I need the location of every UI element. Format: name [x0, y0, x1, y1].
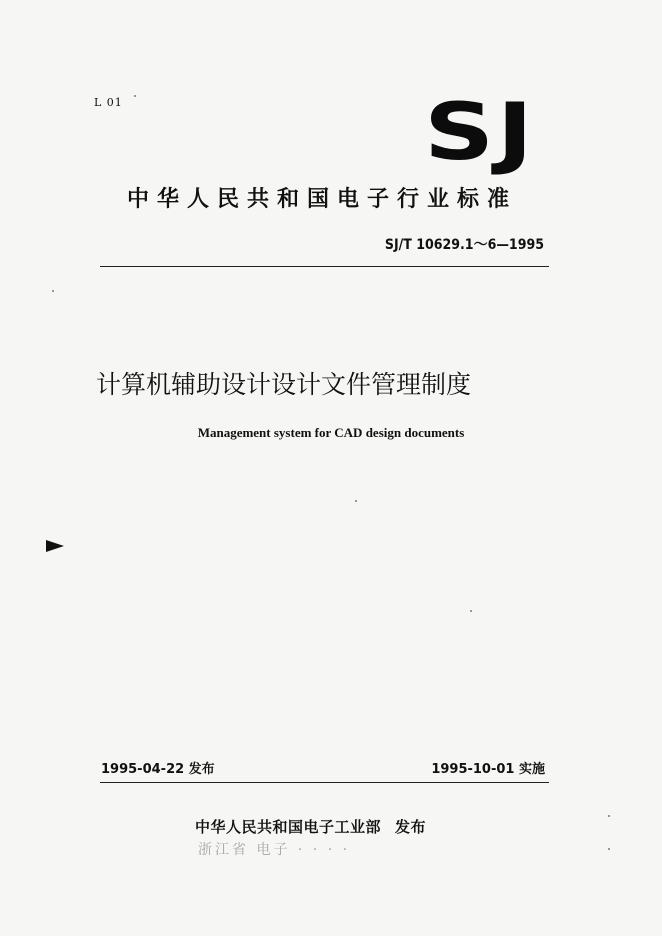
implementation-date: 1995-10-01 实施	[431, 762, 545, 777]
scan-speck	[355, 500, 357, 502]
classification-code: L 01	[94, 96, 123, 109]
page-marker-arrow-icon	[46, 540, 64, 552]
scan-speck	[608, 815, 610, 817]
scan-speck	[608, 848, 610, 850]
document-title-english: Management system for CAD design documents	[197, 425, 465, 440]
top-divider	[100, 266, 549, 267]
bottom-divider	[100, 782, 549, 783]
document-title-chinese: 计算机辅助设计设计文件管理制度	[96, 370, 472, 399]
scan-speck	[470, 610, 472, 612]
scan-speck	[52, 290, 54, 292]
publisher-name: 中华人民共和国电子工业部	[195, 818, 382, 836]
faded-stamp-mark: 浙江省 电子 · · · ·	[198, 842, 351, 858]
sj-logo: SJ	[424, 88, 536, 178]
publisher-line	[195, 816, 426, 837]
scan-speck	[134, 95, 136, 97]
publisher-action: 发布	[395, 818, 427, 836]
standard-number: SJ/T 10629.1～6—1995	[384, 237, 544, 253]
standard-organization-title: 中华人民共和国电子行业标准	[127, 187, 518, 212]
issue-date: 1995-04-22 发布	[101, 762, 215, 777]
